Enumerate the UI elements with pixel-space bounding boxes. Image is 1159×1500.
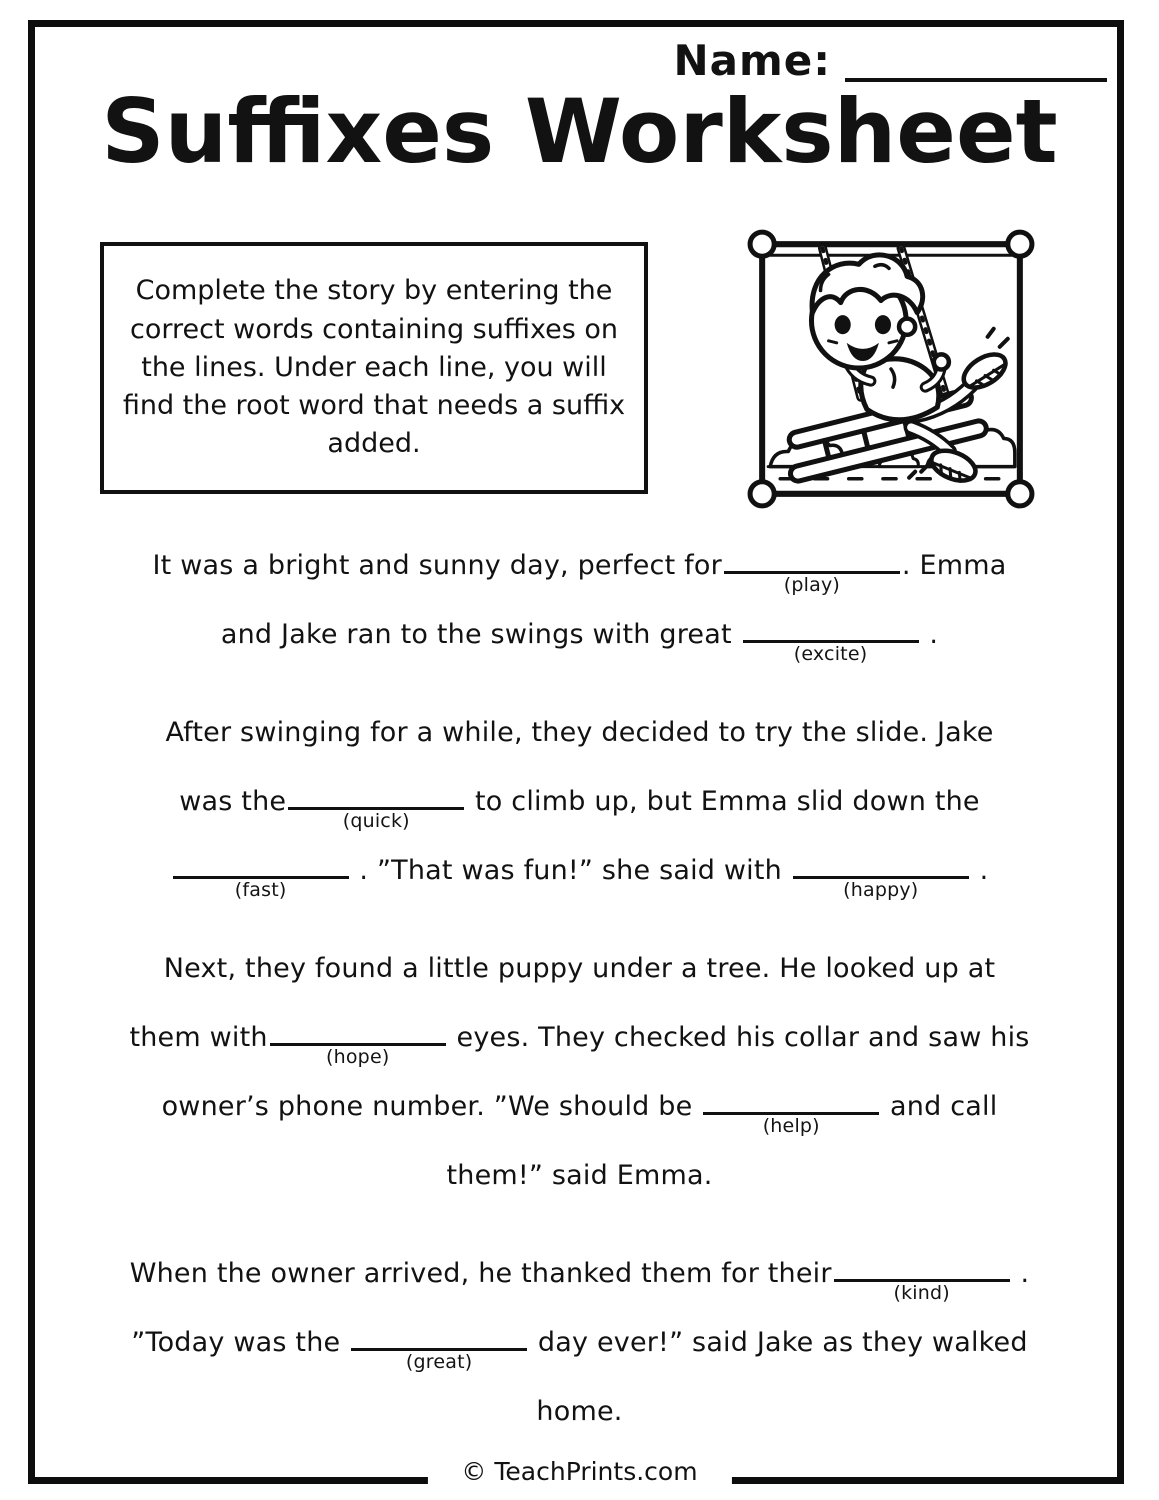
story-line	[55, 770, 1104, 839]
root-word-hint: (great)	[405, 1351, 473, 1373]
name-fill-line[interactable]	[845, 38, 1107, 82]
story-text: eyes. They checked his collar and saw his	[447, 1022, 1030, 1053]
story-text: them!” said Emma.	[446, 1160, 713, 1191]
story-text: . ”That was fun!” she said with	[350, 855, 791, 886]
page-title: Suffixes Worksheet	[101, 80, 1058, 183]
story-line	[55, 1144, 1104, 1213]
story-paragraph	[55, 534, 1104, 672]
fill-in-blank[interactable]	[173, 847, 349, 901]
fill-in-blank[interactable]	[793, 847, 969, 901]
footer-copyright: © TeachPrints.com	[427, 1452, 731, 1496]
root-word-hint: (happy)	[843, 879, 919, 901]
story-text: .	[970, 855, 989, 886]
boy-on-swing-illustration	[740, 218, 1042, 520]
story-text: When the owner arrived, he thanked them for their	[129, 1258, 832, 1289]
story-line	[55, 839, 1104, 908]
root-word-hint: (play)	[783, 574, 841, 596]
root-word-hint: (excite)	[793, 643, 868, 665]
story-line	[55, 1242, 1104, 1311]
story-paragraph	[55, 937, 1104, 1213]
name-field	[673, 36, 1107, 85]
story-text: Next, they found a little puppy under a tree. He looked up at	[163, 953, 996, 984]
story-text: and Jake ran to the swings with great	[220, 619, 741, 650]
story-text: It was a bright and sunny day, perfect for	[152, 550, 722, 581]
root-word-hint: (fast)	[234, 879, 287, 901]
instruction-box	[100, 242, 648, 494]
story-line	[55, 701, 1104, 770]
story-text: day ever!” said Jake as they walked	[529, 1327, 1028, 1358]
story-text: them with	[129, 1022, 268, 1053]
story-text: .	[1011, 1258, 1030, 1289]
story-text: ”Today was the	[131, 1327, 350, 1358]
fill-in-blank[interactable]	[703, 1083, 879, 1137]
root-word-hint: (quick)	[342, 810, 410, 832]
name-label: Name:	[673, 36, 831, 85]
story-line	[55, 603, 1104, 672]
story-paragraph	[55, 701, 1104, 908]
story-text: owner’s phone number. ”We should be	[161, 1091, 702, 1122]
root-word-hint: (kind)	[893, 1282, 950, 1304]
instruction-text: Complete the story by entering the correct words containing suffixes on the lines. Under each line, you will find the root word that needs a suffix added.	[122, 275, 626, 460]
story-text: . Emma	[901, 550, 1007, 581]
fill-in-blank[interactable]	[270, 1014, 446, 1068]
fill-in-blank[interactable]	[351, 1319, 527, 1373]
story-text: After swinging for a while, they decided to try the slide. Jake	[165, 717, 994, 748]
story-text: home.	[536, 1396, 623, 1427]
root-word-hint: (help)	[762, 1115, 820, 1137]
story-line	[55, 1006, 1104, 1075]
boy-on-swing-icon	[740, 218, 1042, 520]
story-text: was the	[179, 786, 287, 817]
fill-in-blank[interactable]	[724, 542, 900, 596]
story-line	[55, 937, 1104, 1006]
story-text: .	[920, 619, 939, 650]
story-line	[55, 534, 1104, 603]
story-line	[55, 1075, 1104, 1144]
story	[55, 534, 1104, 1478]
story-paragraph	[55, 1242, 1104, 1449]
story-line	[55, 1380, 1104, 1449]
story-text: to climb up, but Emma slid down the	[466, 786, 980, 817]
story-text: and call	[881, 1091, 998, 1122]
fill-in-blank[interactable]	[834, 1250, 1010, 1304]
fill-in-blank[interactable]	[743, 611, 919, 665]
story-line	[55, 1311, 1104, 1380]
root-word-hint: (hope)	[326, 1046, 390, 1068]
fill-in-blank[interactable]	[288, 778, 464, 832]
